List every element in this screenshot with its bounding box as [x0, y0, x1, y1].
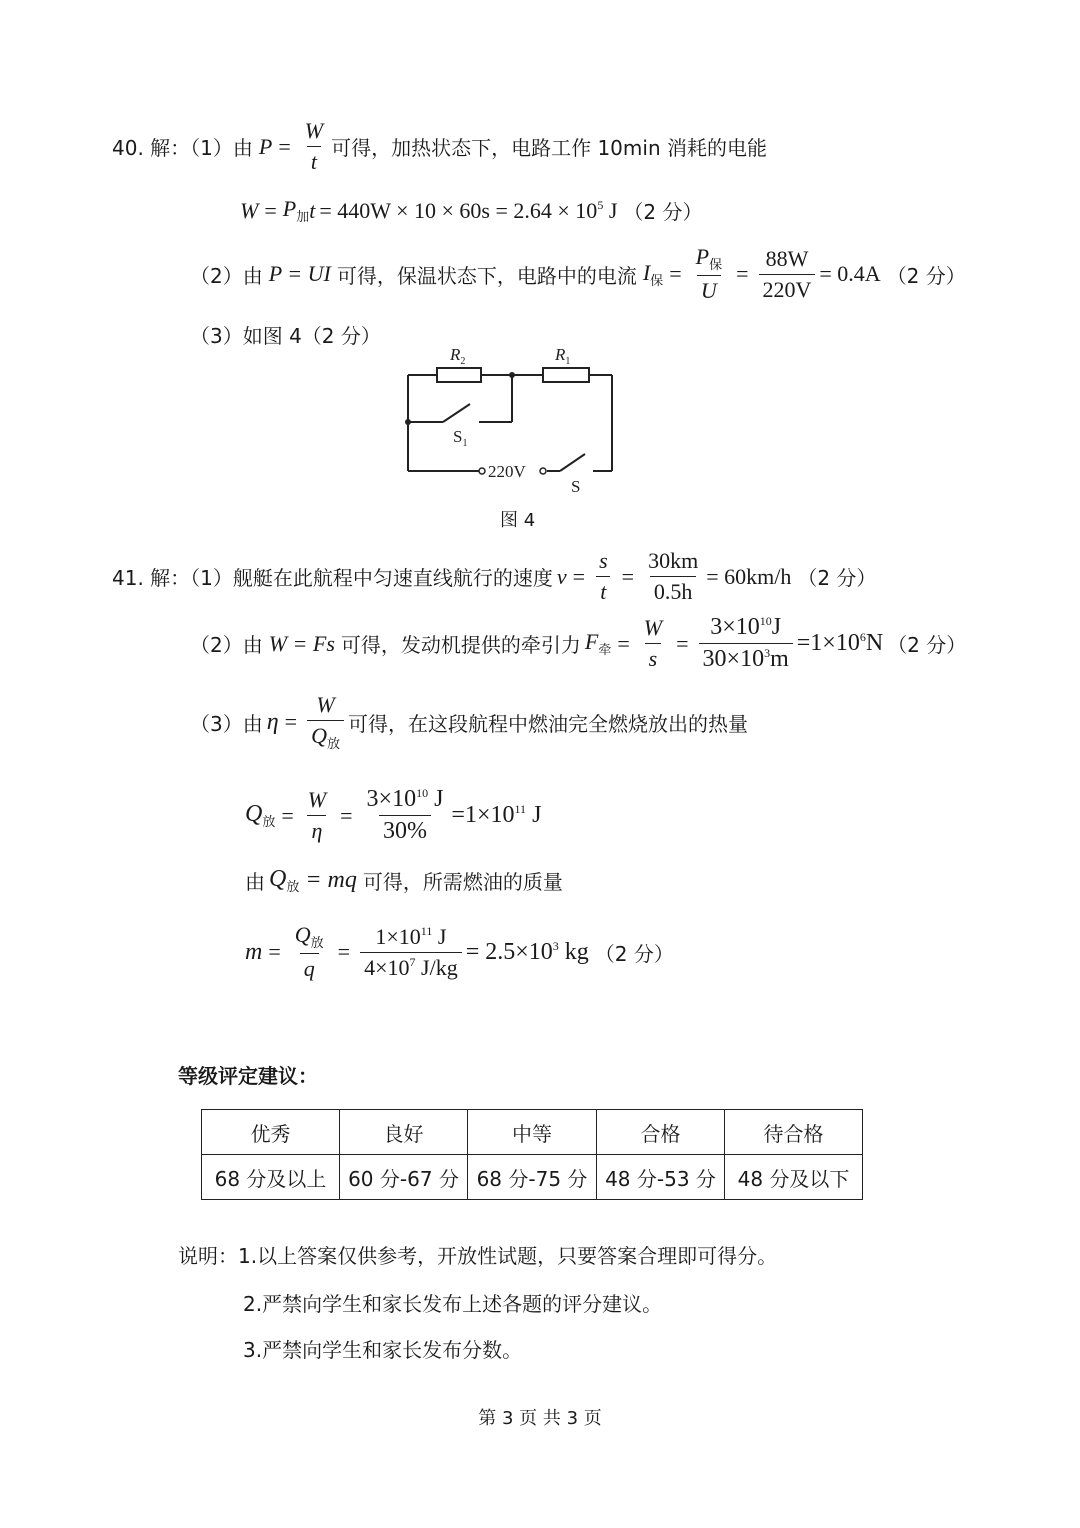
- q41-p2-eq: W = Fs: [268, 630, 335, 656]
- label-s: S: [571, 477, 581, 496]
- q41-F-num: W: [643, 615, 663, 640]
- q40-p3-text: （3）如图 4（2 分）: [190, 324, 381, 348]
- note-1: 说明：1.以上答案仅供参考，开放性试题，只要答案合理即可得分。: [178, 1244, 778, 1268]
- q41-v-den: t: [596, 576, 610, 605]
- q40-p2-text: 可得，保温状态下，电路中的电流: [336, 263, 637, 288]
- label-r2: $R_2$: [450, 345, 466, 367]
- switch-s-blade: [560, 454, 585, 471]
- note-2: 2.严禁向学生和家长发布上述各题的评分建议。: [243, 1292, 663, 1316]
- equals-sign: =: [268, 939, 281, 964]
- equals-sign: =: [337, 939, 351, 964]
- q40-p2-result: = 0.4A: [819, 261, 881, 286]
- q41-m-line-head: 由: [245, 870, 265, 894]
- q40-p1-num: W: [304, 118, 324, 143]
- q40-p2-den: U: [697, 275, 721, 304]
- q41-v-fraction2: [644, 548, 702, 605]
- q41-F-score: （2 分）: [887, 633, 967, 657]
- q41-q-num: W: [307, 787, 327, 812]
- terminal-right: [540, 468, 546, 474]
- q41-v-result: = 60km/h: [706, 563, 792, 589]
- q41-q-fraction2: [363, 786, 448, 845]
- q41-v-score: （2 分）: [797, 566, 877, 590]
- equals-sign: =: [676, 630, 689, 656]
- q41-head: 41. 解：（1）舰艇在此航程中匀速直线航行的速度: [112, 566, 553, 590]
- equals-sign: =: [736, 261, 749, 286]
- grade-value: 48 分及以下: [725, 1155, 863, 1200]
- equals-sign: =: [278, 133, 291, 159]
- q41-m-line: [245, 866, 563, 895]
- q41-m-line-eq: = mq: [305, 867, 357, 893]
- circuit-diagram: [395, 340, 625, 500]
- junction-dot: [509, 372, 515, 378]
- q41-F-result: $=1\times 10^6N$: [796, 630, 884, 656]
- q41-eta-fraction: [307, 692, 344, 752]
- q41-v-num2: 30km: [648, 548, 699, 573]
- q40-p2-num: $P_保$: [695, 244, 723, 273]
- grade-value: 68 分及以上: [202, 1155, 340, 1200]
- q40-eq1-t: t: [309, 197, 316, 223]
- q41-m-line-text: 可得，所需燃油的质量: [362, 870, 563, 894]
- q40-eq1: [240, 196, 702, 225]
- switch-s1-blade: [443, 404, 470, 422]
- q41-v: v: [556, 563, 567, 589]
- q40-eq1-rest: = $440W \times 10 \times 60s = 2.64 \times 10^5$ J: [319, 197, 618, 223]
- figure-caption: 图 4: [500, 510, 536, 531]
- q40-p1-fraction: [301, 118, 327, 175]
- q41-F-den: s: [645, 643, 662, 672]
- q40-eq1-P: $P_加$: [282, 196, 310, 225]
- q40-p1-text: 可得，加热状态下，电路工作 10min 消耗的电能: [331, 136, 767, 160]
- q41-q-fraction1: [304, 787, 330, 844]
- equals-sign: =: [281, 802, 294, 828]
- q41-part1: [112, 548, 876, 605]
- equals-sign: =: [572, 563, 586, 589]
- grading-title: 等级评定建议：: [178, 1064, 318, 1088]
- grading-table: [201, 1109, 863, 1200]
- equals-sign: =: [621, 563, 635, 589]
- q41-m-line-Q: $Q_放$: [269, 866, 300, 895]
- q41-eta-num: W: [316, 692, 335, 717]
- q40-p2-head: （2）由: [190, 263, 263, 288]
- q41-F-fraction1: [640, 615, 666, 672]
- q41-F-den2: $30\times 10^3m$: [699, 643, 793, 673]
- resistor-r1: [543, 368, 589, 382]
- q41-p2-head: （2）由: [190, 633, 263, 657]
- equals-sign: =: [340, 802, 353, 828]
- grade-value: 68 分-75 分: [468, 1155, 597, 1200]
- grading-value-row: [202, 1155, 863, 1200]
- q41-F-fraction2: [699, 614, 793, 673]
- q41-F: $F_牵$: [584, 629, 612, 658]
- grading-header-row: [202, 1110, 863, 1155]
- q40-p1-lhs: P: [258, 133, 273, 159]
- terminal-left: [479, 468, 485, 474]
- q41-m-den2: $4\times 10^7$ J/kg: [360, 952, 462, 981]
- q41-p3-text: 可得，在这段航程中燃油完全燃烧放出的热量: [347, 711, 748, 736]
- q41-m-num: $Q_放$: [294, 922, 324, 951]
- q41-part3: [190, 692, 748, 752]
- page-footer: 第 3 页 共 3 页: [478, 1408, 602, 1429]
- q40-p2-num2: 88W: [765, 245, 809, 271]
- q41-m-den: q: [300, 953, 319, 982]
- q40-p2-score: （2 分）: [886, 263, 966, 288]
- grade-header: 合格: [597, 1110, 725, 1155]
- q40-eq1-score: （2 分）: [623, 200, 703, 224]
- q41-m-fraction1: [291, 922, 328, 982]
- q41-q-den: η: [307, 815, 326, 844]
- q41-eta-den: $Q_放$: [307, 720, 344, 752]
- junction-dot: [405, 419, 411, 425]
- equals-sign: =: [264, 197, 277, 223]
- q40-p2-I: $I_保$: [642, 259, 664, 289]
- q41-m-equation: [245, 922, 674, 982]
- q41-p3-head: （3）由: [190, 711, 263, 736]
- equals-sign: =: [669, 261, 682, 286]
- q40-p2-eq: P = UI: [268, 261, 331, 286]
- q40-p1-den: t: [307, 146, 321, 175]
- grade-header: 良好: [340, 1110, 468, 1155]
- q40-line1: [112, 118, 767, 175]
- q41-v-num: s: [599, 548, 608, 573]
- q41-m-num2: $1\times 10^{11}$ J: [375, 923, 447, 949]
- q41-p2-text: 可得，发动机提供的牵引力: [340, 633, 581, 657]
- equals-sign: =: [284, 709, 298, 734]
- q40-eq1-P-sub: 加: [296, 210, 310, 225]
- q41-m-fraction2: [360, 924, 462, 981]
- q41-eta: η: [266, 708, 279, 735]
- q40-head: 40. 解：（1）由: [112, 136, 253, 160]
- q41-m: m: [245, 938, 263, 965]
- q40-eq1-W: W: [240, 197, 259, 223]
- label-s1: $S_1$: [453, 427, 468, 449]
- q41-v-den2: 0.5h: [650, 576, 697, 605]
- label-r1: $R_1$: [555, 345, 571, 367]
- q41-q-Q: $Q_放$: [245, 801, 276, 830]
- q41-q-equation: [245, 786, 541, 845]
- q41-q-num2: $3\times 10^{10}$ J: [366, 786, 444, 812]
- note-3: 3.严禁向学生和家长发布分数。: [243, 1338, 523, 1362]
- grade-header: 优秀: [202, 1110, 340, 1155]
- grade-header: 中等: [468, 1110, 597, 1155]
- q40-part3: [190, 320, 381, 349]
- q41-v-fraction1: [595, 548, 612, 605]
- q41-q-result: $=1\times 10^{11}$ J: [451, 802, 542, 828]
- q40-part2: [190, 244, 966, 304]
- q41-m-result: = $2.5\times 10^3$ kg: [465, 938, 589, 965]
- q40-p2-den2: 220V: [759, 274, 816, 303]
- grade-value: 48 分-53 分: [597, 1155, 725, 1200]
- q41-F-num2: $3\times 10^{10}J$: [710, 614, 782, 640]
- q41-part2: [190, 614, 966, 673]
- resistor-r2: [437, 368, 481, 382]
- q41-q-den2: 30%: [379, 815, 431, 845]
- grade-value: 60 分-67 分: [340, 1155, 468, 1200]
- q40-p2-fraction1: [692, 244, 726, 304]
- label-voltage: 220V: [488, 462, 526, 481]
- grade-header: 待合格: [725, 1110, 863, 1155]
- q40-p2-fraction2: [759, 246, 816, 303]
- equals-sign: =: [617, 630, 630, 656]
- q41-m-score: （2 分）: [594, 941, 674, 966]
